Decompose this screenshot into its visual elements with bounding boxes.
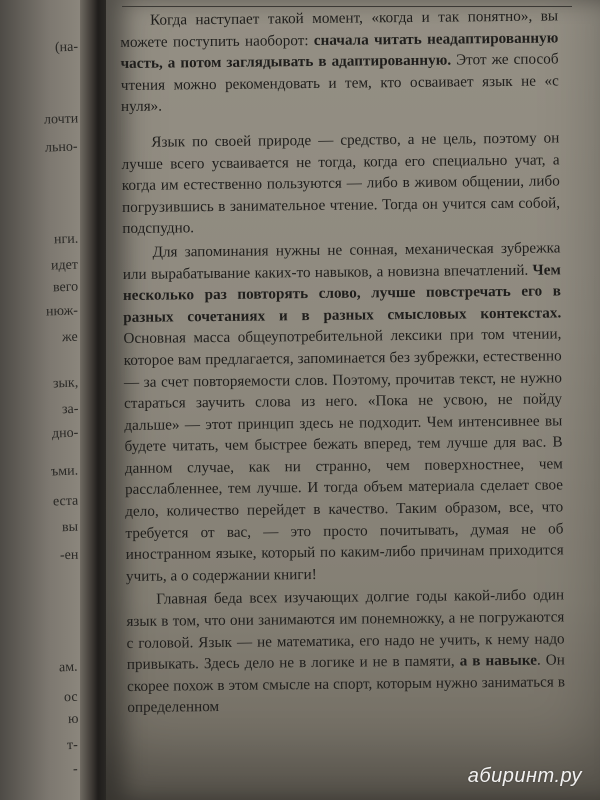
paragraph <box>120 5 559 118</box>
left-page-fragment: нюж- <box>45 303 79 320</box>
left-page-fragment: вего <box>52 279 79 296</box>
bold-run: Чем несколько раз повторять слово, лучше повстречать его в разных сочетаниях и в разных смысловых контекстах. <box>122 260 562 326</box>
text-run: Когда наступает такой момент, «когда и так понятно», вы можете поступить наоборот: <box>120 7 559 51</box>
bold-run: а в навыке <box>459 651 538 670</box>
left-page-fragment: за- <box>61 401 79 418</box>
page-text <box>120 5 565 719</box>
left-page-fragment: лочти <box>43 111 79 128</box>
left-page-fragment: идет <box>50 257 79 274</box>
left-page-fragment: т- <box>66 737 79 754</box>
left-page-fragment: же <box>62 329 79 346</box>
text-run: Для запоминания нужны не сонная, механическая зубрежка или вырабатывание каких-то навыков, а новизна впечатлений. <box>122 239 561 283</box>
left-page-fragment: нги. <box>53 231 79 248</box>
paragraph <box>121 127 560 240</box>
left-page-fragment: ъми. <box>50 463 79 480</box>
left-page-fragment: вы <box>61 519 79 536</box>
left-page-edge <box>0 0 82 800</box>
text-run: Язык по своей природе — средство, а не цель, поэтому он лучше всего усваивается не тогда, когда его специально учат, а когда им естественно пользуются — либо в живом общении, либо погрузившись в занимательное чтение. Тогда он учится сам собой, подспудно. <box>121 129 561 238</box>
watermark-logo: абиринт.ру <box>467 765 582 787</box>
left-page-fragment: ю <box>67 711 79 728</box>
text-run: . Он скорее похож в этом смысле на спорт, которым нужно заниматься в определенном <box>126 651 566 717</box>
right-page <box>106 0 600 800</box>
left-page-fragment: ос <box>64 689 79 706</box>
text-run: Главная беда всех изучающих долгие годы какой-либо один язык в том, что они занимаются им понемножку, а не погружаются с головой. Язык — не математика, его надо не учить, к нему надо привыкать. Здесь дело не в логике и не в памяти, <box>126 586 565 674</box>
left-page-fragment: (на- <box>54 39 79 56</box>
text-run: Этот же способ чтения можно рекомендовать и тем, кто осваивает язык не «с нуля». <box>120 50 559 116</box>
left-page-fragment: - <box>73 761 79 778</box>
left-page-fragment: еста <box>52 493 79 510</box>
left-page-fragment: зык, <box>52 375 79 392</box>
paragraph <box>126 585 565 719</box>
text-run: Основная масса общеупотребительной лексики при том чтении, которое вам предлагается, запоминается без зубрежки, естественно — за счет повторяемости слов. Поэтому, прочитав текст, не нужно стараться заучить слова из него. «Пока не усвою, не пойду дальше» — этот принцип здесь не подходит. Чем интенсивнее вы будете читать, чем быстрее бежать вперед, тем лучше для вас. В данном случае, как ни странно, чем поверхностнее, чем расслабленнее, тем лучше. И тогда объем материала сделает свое дело, количество перейдет в качество. Таким образом, все, что требуется от вас, — это просто почитывать, думая не об иностранном языке, который по каким-либо причинам приходится учить, а о содержании книги! <box>123 325 564 585</box>
paragraph <box>122 237 564 587</box>
left-page-fragment: льно- <box>45 139 79 156</box>
book-gutter <box>80 0 106 800</box>
left-page-fragment: ам. <box>59 659 79 676</box>
left-page-fragment: дно- <box>51 425 79 442</box>
bold-run: сначала читать неадаптированную часть, а потом заглядывать в адаптированную. <box>120 29 559 73</box>
left-page-fragment: -ен <box>59 547 79 564</box>
